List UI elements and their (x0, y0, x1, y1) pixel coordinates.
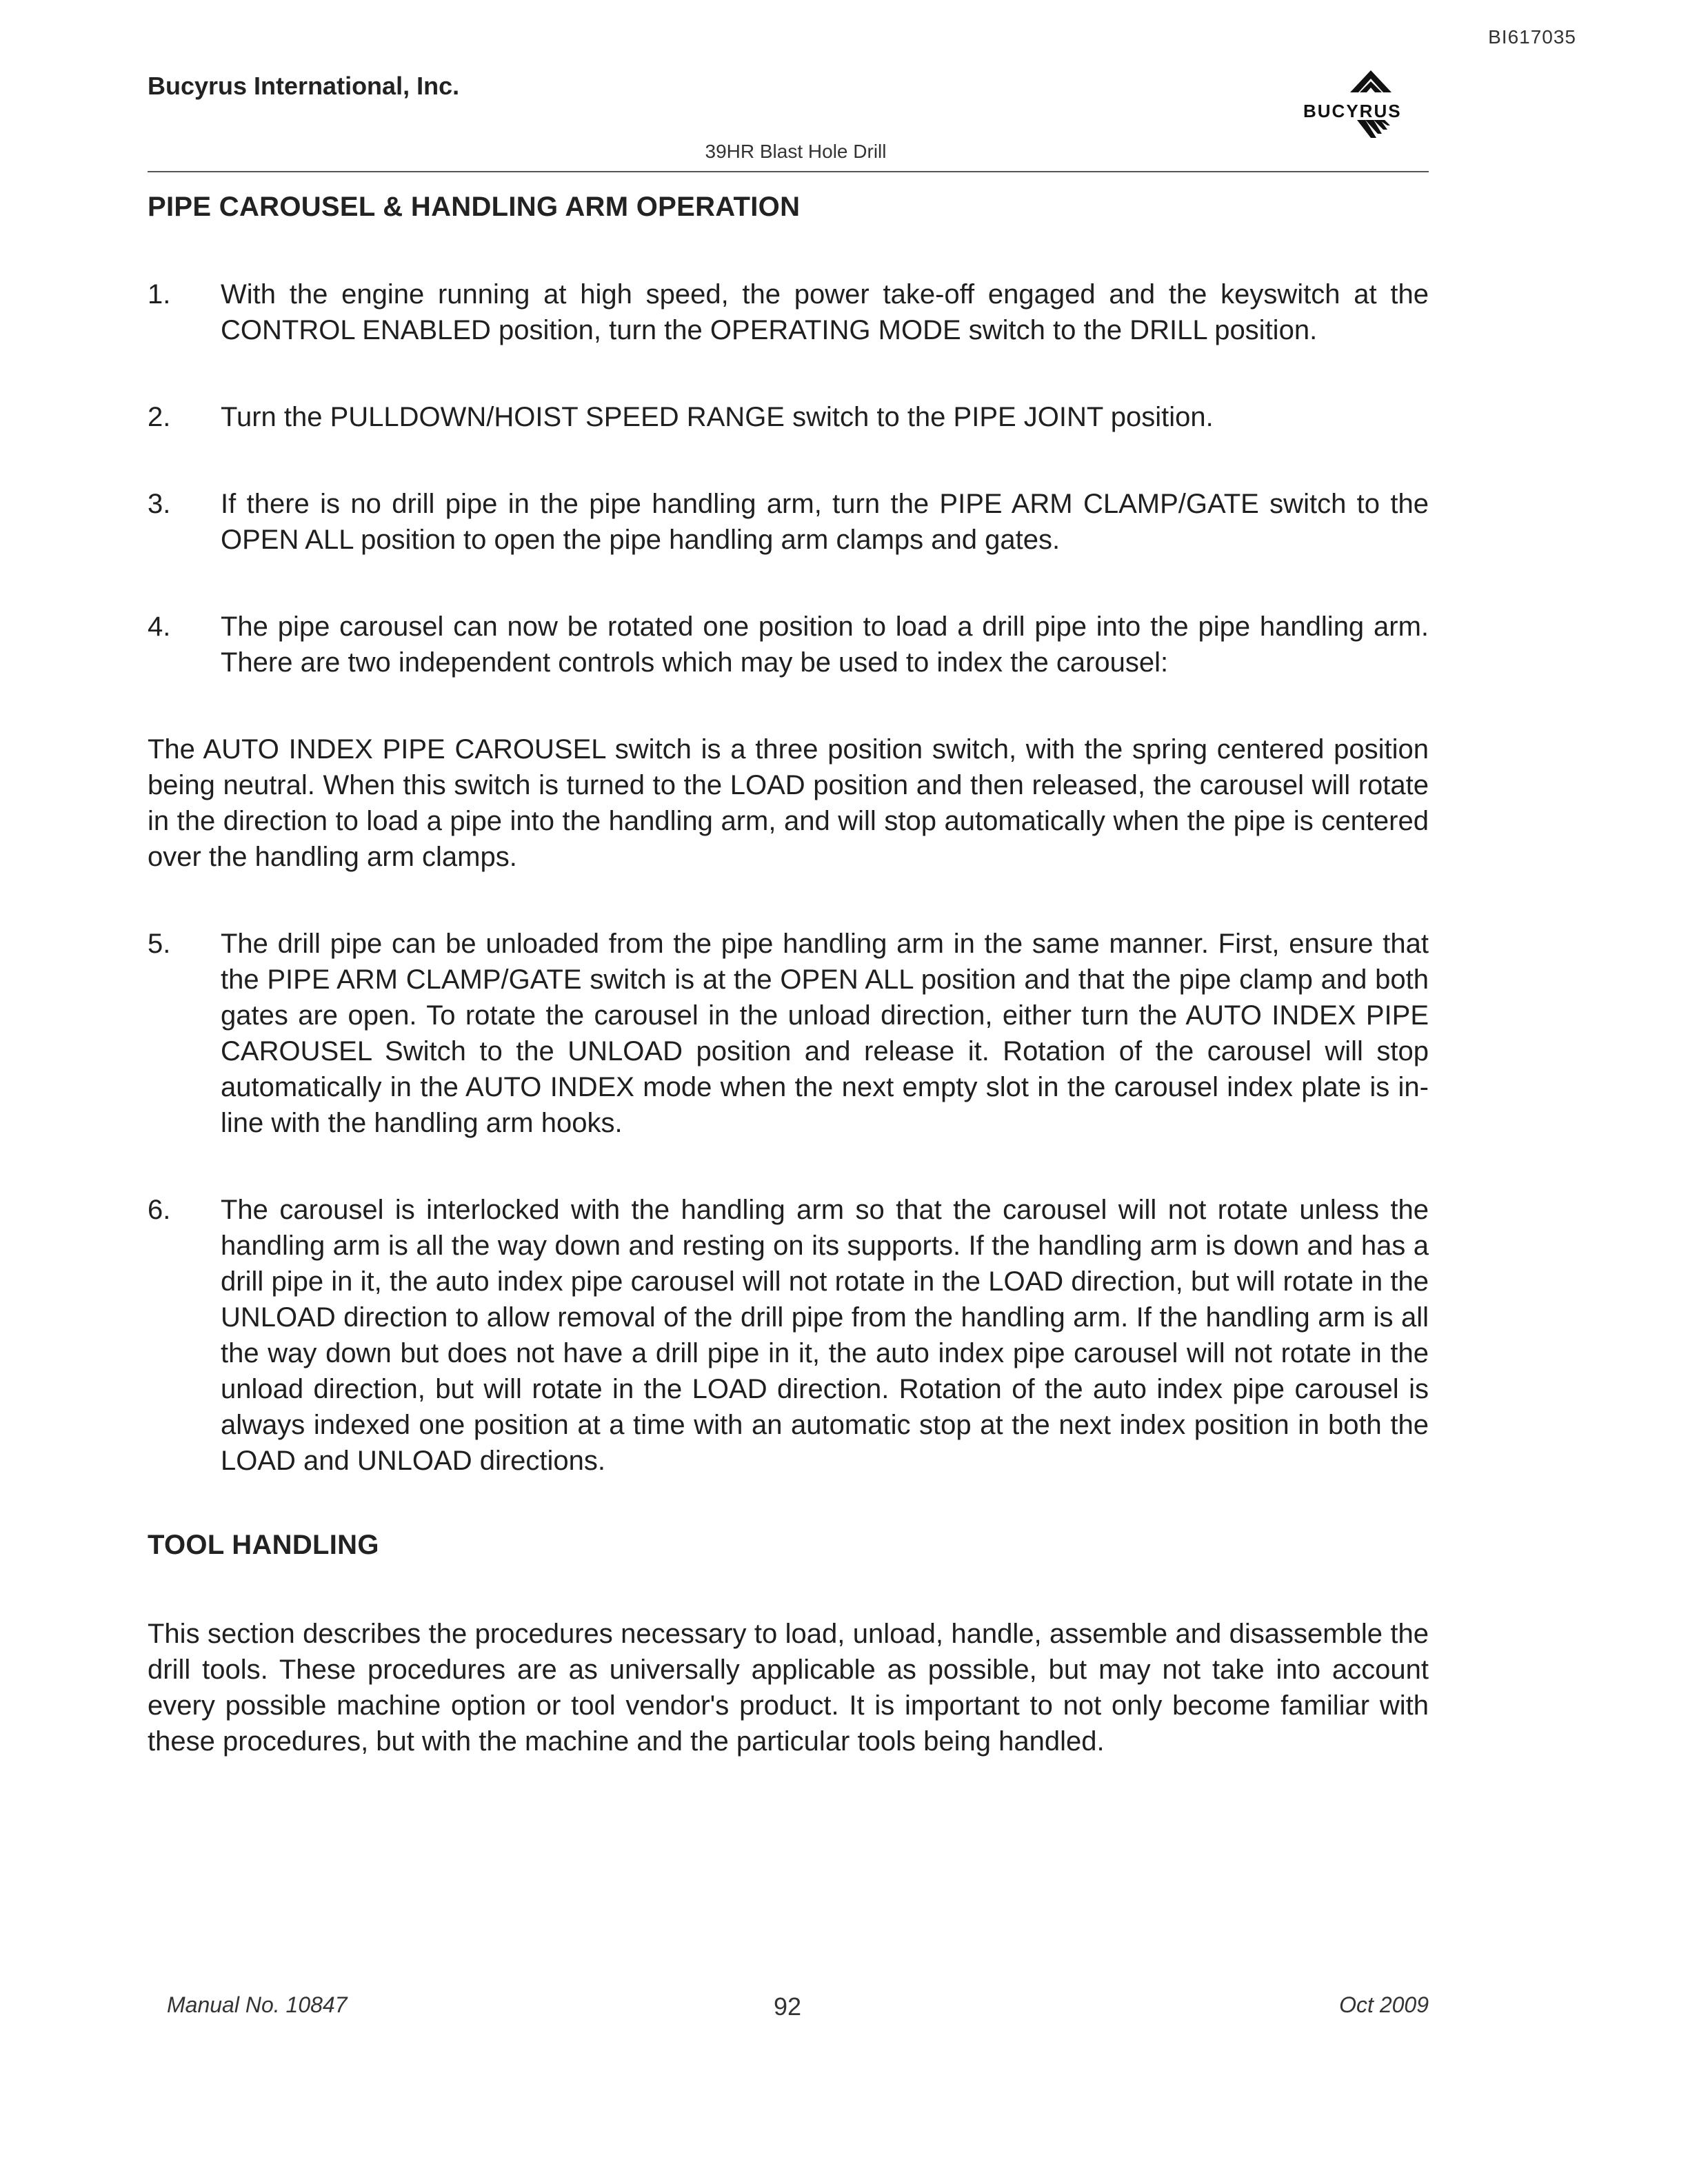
item-number: 3. (148, 489, 171, 519)
list-item (148, 609, 1429, 680)
list-item (148, 399, 1429, 435)
procedure-list (148, 276, 1429, 680)
publication-date: Oct 2009 (1339, 1992, 1429, 2017)
logo-text: BUCYRUS (1303, 101, 1402, 121)
auto-index-paragraph: The AUTO INDEX PIPE CAROUSEL switch is a three position switch, with the spring centered position being neutral. When this switch is turned to the LOAD position and then released, the carousel will rotate in the direction to load a pipe into the handling arm, and will stop automatically when the pipe is centered over the handling arm clamps. (148, 734, 1429, 872)
document-id: BI617035 (1488, 26, 1576, 48)
item-number: 2. (148, 402, 171, 432)
item-text: The carousel is interlocked with the handling arm so that the carousel will not rotate unless the handling arm is all the way down and resting on its supports. If the handling arm is down and has a drill pipe in it, the auto index pipe carousel will not rotate in the LOAD direction, but will rotate in the UNLOAD direction to allow removal of the drill pipe from the handling arm. If the handling arm is all the way down but does not have a drill pipe in it, the auto index pipe carousel will not rotate in the unload direction, but will rotate in the LOAD direction. Rotation of the auto index pipe carousel is always indexed one position at a time with an automatic stop at the next index position in both the LOAD and UNLOAD directions. (221, 1195, 1429, 1476)
manual-number: Manual No. 10847 (167, 1992, 348, 2017)
list-item (148, 1192, 1429, 1479)
item-number: 1. (148, 279, 171, 310)
list-item (148, 926, 1429, 1141)
document-subtitle (0, 141, 1688, 163)
subtitle-text: 39HR Blast Hole Drill (705, 141, 887, 162)
item-number: 4. (148, 611, 171, 642)
item-text: Turn the PULLDOWN/HOIST SPEED RANGE switch to the PIPE JOINT position. (221, 402, 1214, 432)
section-heading-pipe-carousel: PIPE CAROUSEL & HANDLING ARM OPERATION (148, 192, 801, 222)
page-number: 92 (774, 1992, 802, 2021)
procedure-list-continued (148, 926, 1429, 1479)
list-item (148, 486, 1429, 558)
section-heading-tool-handling: TOOL HANDLING (148, 1530, 379, 1560)
item-text: With the engine running at high speed, the power take-off engaged and the keyswitch at the CONTROL ENABLED position, turn the OPERATING MODE switch to the DRILL position. (221, 279, 1429, 345)
item-text: The pipe carousel can now be rotated one position to load a drill pipe into the pipe handling arm. There are two independent controls which may be used to index the carousel: (221, 611, 1429, 678)
item-text: If there is no drill pipe in the pipe handling arm, turn the PIPE ARM CLAMP/GATE switch to the OPEN ALL position to open the pipe handling arm clamps and gates. (221, 489, 1429, 555)
list-item (148, 276, 1429, 348)
item-number: 5. (148, 929, 171, 959)
tool-handling-paragraph: This section describes the procedures necessary to load, unload, handle, assemble and disassemble the drill tools. These procedures are as universally applicable as possible, but may not take into account every possible machine option or tool vendor's product. It is important to not only become familiar with these procedures, but with the machine and the particular tools being handled. (148, 1619, 1429, 1757)
item-text: The drill pipe can be unloaded from the pipe handling arm in the same manner. First, ensure that the PIPE ARM CLAMP/GATE switch is at the OPEN ALL position and that the pipe clamp and both gates are open. To rotate the carousel in the unload direction, either turn the AUTO INDEX PIPE CAROUSEL Switch to the UNLOAD position and release it. Rotation of the carousel will stop automatically in the AUTO INDEX mode when the next empty slot in the carousel index plate is in-line with the handling arm hooks. (221, 929, 1429, 1138)
item-number: 6. (148, 1195, 171, 1225)
company-name: Bucyrus International, Inc. (148, 72, 460, 100)
page-content (148, 192, 1429, 1810)
header-divider (148, 171, 1429, 172)
